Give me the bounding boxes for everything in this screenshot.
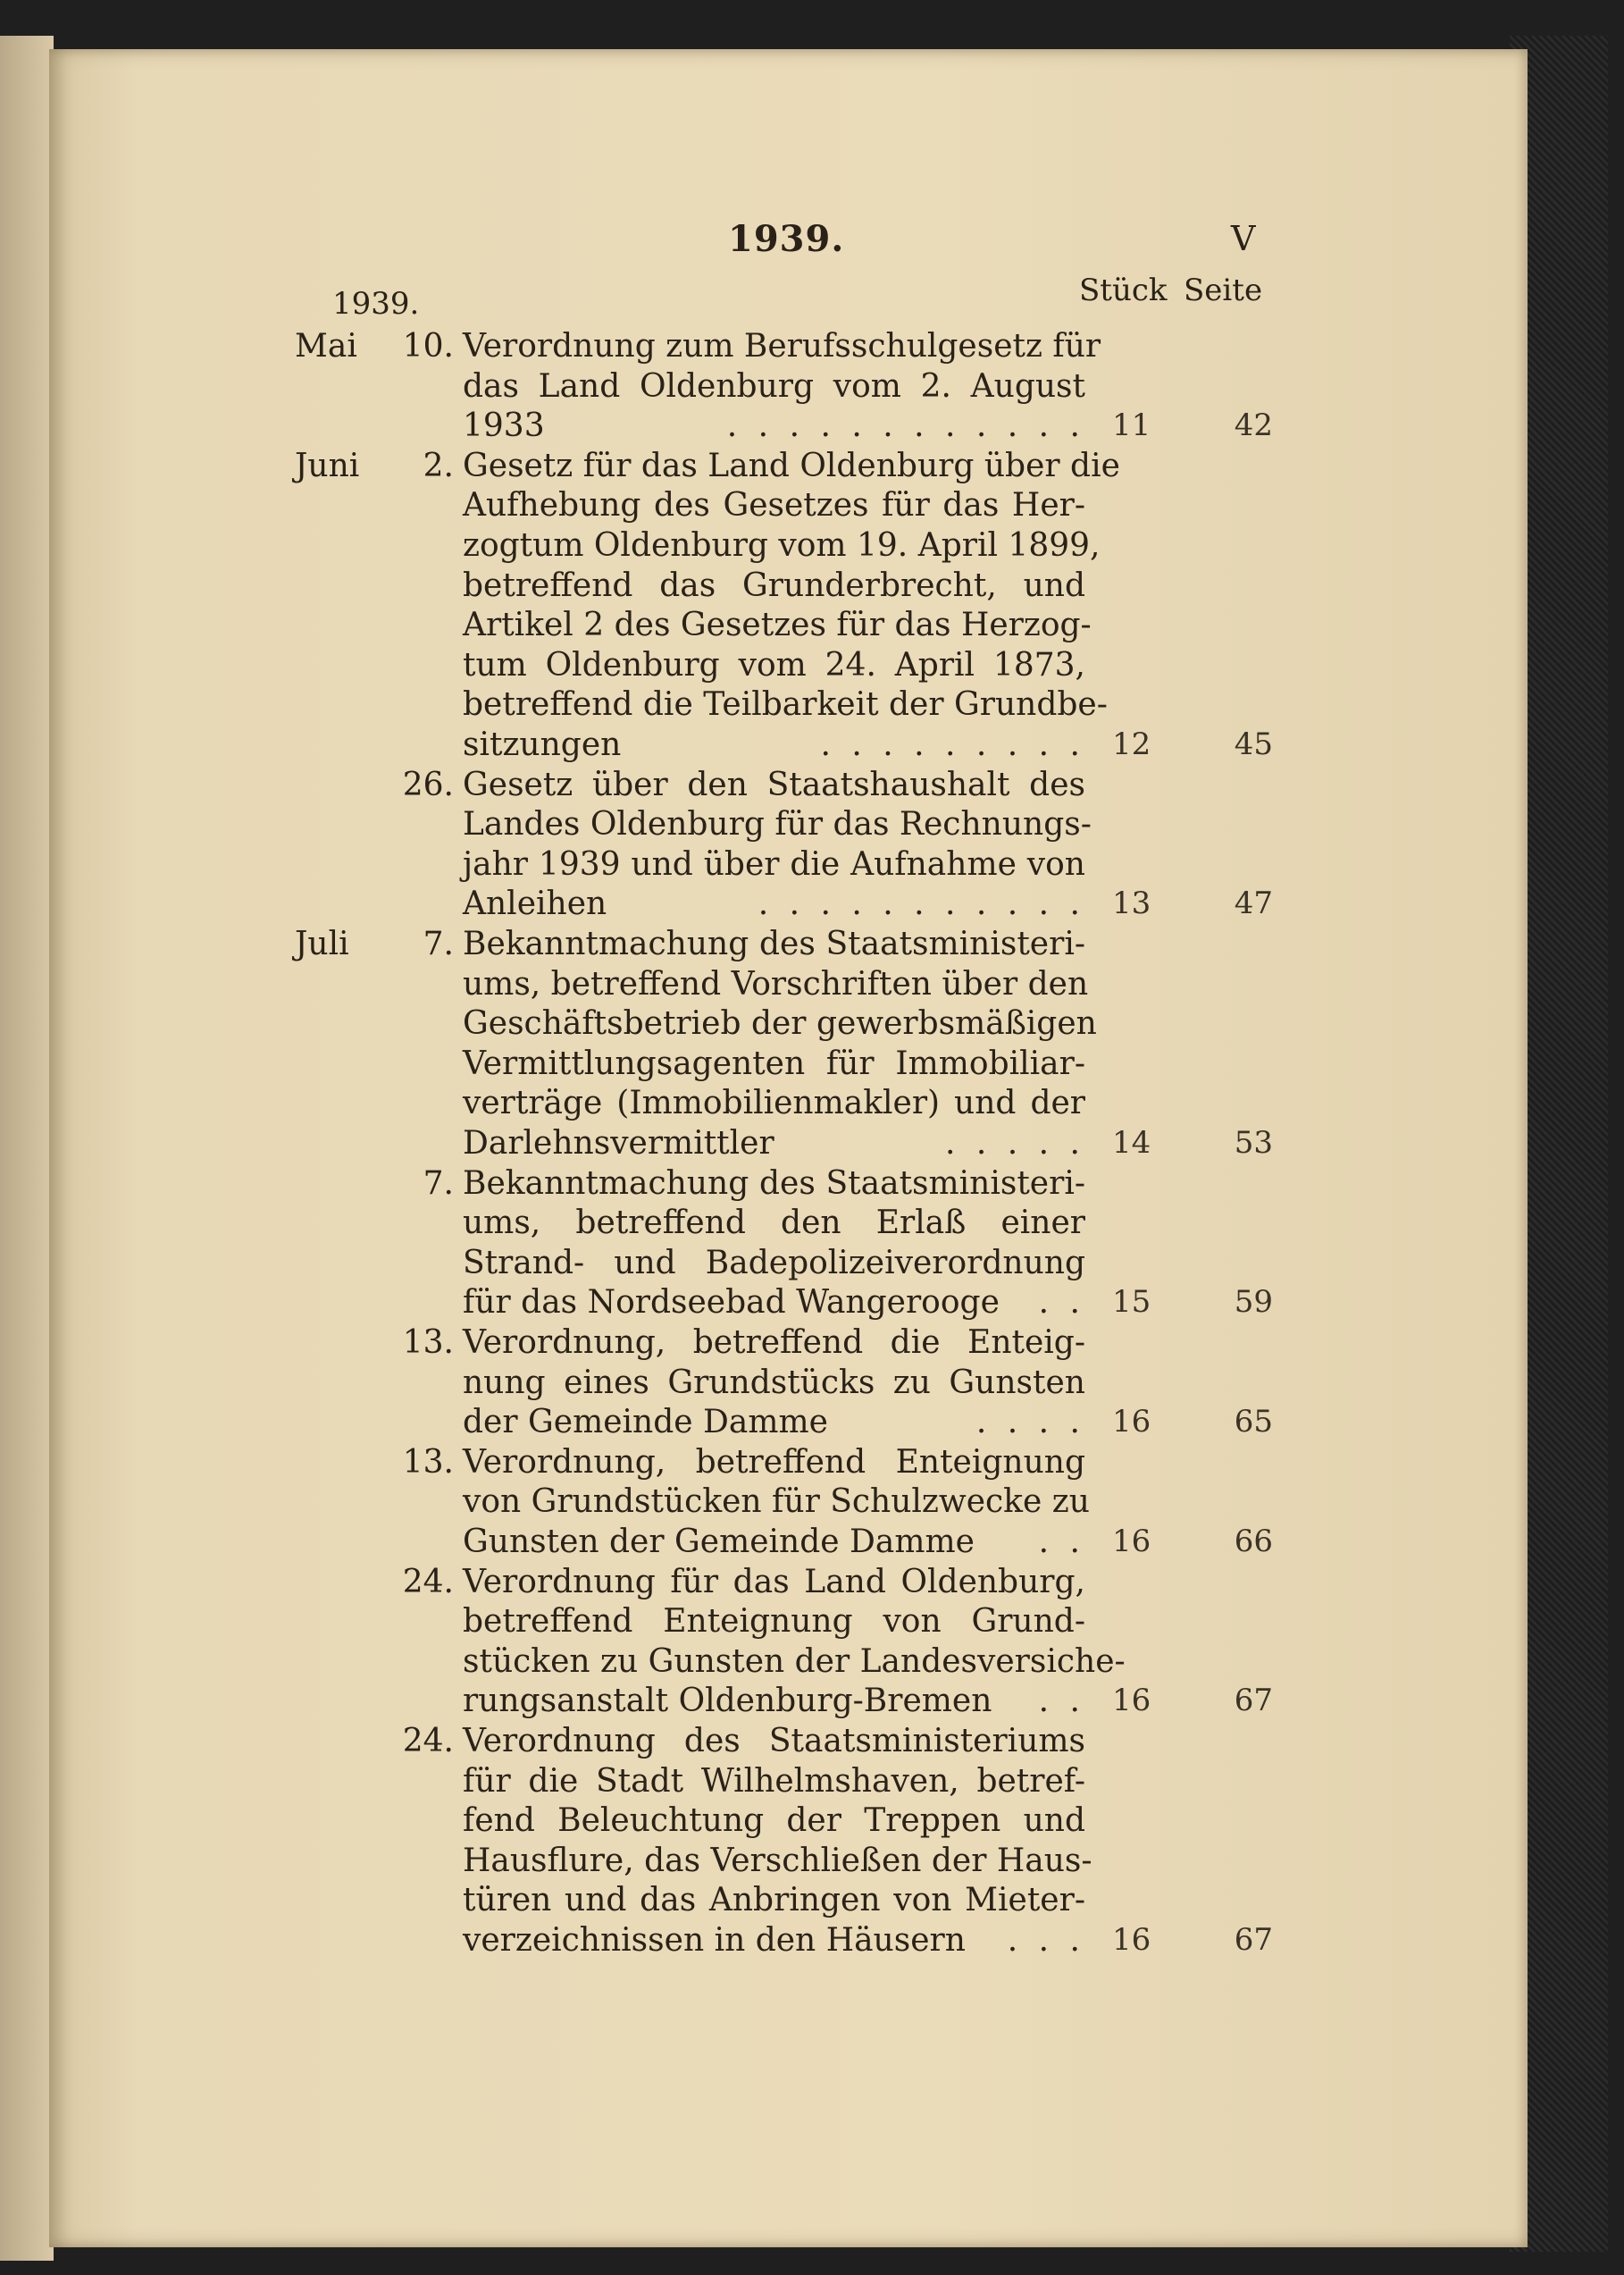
entry-day: 7. [423, 1164, 454, 1202]
entry-text: Verordnung, betreffend die Enteig- [463, 1324, 1085, 1361]
entry-text-line [463, 1802, 1085, 1840]
column-header-seite: Seite [1184, 273, 1263, 308]
entry-stueck: 16 [1112, 1524, 1151, 1559]
entry-text-line [463, 845, 1085, 883]
entry-text-line [463, 1244, 1085, 1281]
entry-text: Verordnung, betreffend Enteignung [463, 1443, 1085, 1481]
entry-text: für die Stadt Wilhelmshaven, betref- [463, 1762, 1085, 1800]
entry-text: Landes Oldenburg für das Rechnungs- [463, 806, 1092, 844]
entry-text: Bekanntmachung des Staatsministeri- [463, 926, 1085, 962]
column-header-year: 1939. [332, 286, 420, 322]
entry-day: 24. [402, 1563, 454, 1600]
entry-seite: 65 [1234, 1404, 1273, 1440]
entry-text-line [463, 1164, 1085, 1202]
entry-text-line [463, 1603, 1085, 1641]
entry-text: Vermittlungsagenten für Immobiliar- [463, 1045, 1085, 1082]
entry-seite: 42 [1234, 407, 1273, 444]
entry-text-line [463, 766, 1085, 803]
entry-text: Bekanntmachung des Staatsministeri- [463, 1164, 1085, 1202]
column-header-stueck: Stück [1079, 273, 1168, 308]
entry-month: Mai [295, 328, 357, 365]
entry-text: Gesetz für das Land Oldenburg über die [463, 447, 1120, 484]
entry-text: Gesetz über den Staatshaushalt des [463, 766, 1085, 803]
entry-text-line [463, 1406, 1085, 1439]
leader-dots: . . . . [975, 1404, 1085, 1441]
entry-day: 26. [402, 766, 454, 803]
leader-dots: . . [1038, 1683, 1085, 1720]
entry-text: stücken zu Gunsten der Landesversiche- [463, 1642, 1126, 1680]
entry-text-line [463, 1483, 1090, 1521]
entry-stueck: 16 [1112, 1683, 1151, 1719]
entry-seite: 67 [1234, 1922, 1273, 1958]
entry-text-line [463, 965, 1089, 1003]
entry-stueck: 11 [1112, 407, 1151, 444]
entry-text-line [463, 1762, 1085, 1800]
entry-text: ums, betreffend Vorschriften über den [463, 965, 1089, 1003]
entry-text-line [463, 1842, 1092, 1879]
entry-text: der Gemeinde Damme [463, 1404, 828, 1441]
entry-text: Hausflure, das Verschließen der Haus- [463, 1842, 1092, 1879]
entry-stueck: 16 [1112, 1922, 1151, 1958]
entry-text-line [463, 1205, 1085, 1242]
entry-text: betreffend die Teilbarkeit der Grundbe- [463, 686, 1108, 724]
entry-stueck: 16 [1112, 1404, 1151, 1440]
entry-text-line [463, 567, 1085, 604]
entry-text-line [463, 1563, 1085, 1600]
entry-text: betreffend das Grunderbrecht, und [463, 567, 1085, 604]
entry-text-line [463, 646, 1085, 684]
entry-text: tum Oldenburg vom 24. April 1873, [463, 646, 1085, 684]
entry-text-line [463, 1725, 1085, 1758]
entry-text: von Grundstücken für Schulzwecke zu [463, 1483, 1090, 1521]
entry-text-line [463, 686, 1108, 724]
leader-dots: . . . . . . . . . . . . [726, 407, 1085, 445]
entry-text: für das Nordseebad Wangerooge [463, 1284, 1000, 1322]
entry-text-line [463, 1526, 1085, 1558]
entry-text: Verordnung des Staatsministeriums [463, 1723, 1085, 1759]
entry-text-line [463, 1683, 1085, 1720]
entry-day: 24. [402, 1723, 454, 1759]
entry-seite: 59 [1234, 1284, 1273, 1321]
entry-text-line [463, 1364, 1085, 1401]
entry-stueck: 14 [1112, 1125, 1151, 1161]
entry-text-line [463, 1922, 1085, 1959]
entry-text-line [463, 487, 1085, 525]
entry-stueck: 15 [1112, 1284, 1151, 1321]
entry-text-line [463, 527, 1101, 564]
entry-day: 13. [402, 1443, 454, 1481]
entry-stueck: 12 [1112, 726, 1151, 762]
facing-page-edge [0, 36, 54, 2261]
entry-text-line [463, 726, 1085, 763]
entry-text: Aufhebung des Gesetzes für das Her- [463, 487, 1085, 525]
entry-month: Juli [295, 926, 349, 962]
entry-stueck: 13 [1112, 886, 1151, 922]
entry-text-line [463, 806, 1092, 844]
entry-text: türen und das Anbringen von Mieter- [463, 1882, 1085, 1919]
entry-text-line [463, 367, 1085, 405]
entry-text-line [463, 447, 1120, 484]
leader-dots: . . . [1007, 1922, 1085, 1959]
entry-text: Verordnung für das Land Oldenburg, [463, 1563, 1085, 1600]
entry-text-line [463, 1087, 1085, 1120]
entry-text: das Land Oldenburg vom 2. August [463, 367, 1085, 405]
entry-text-line [463, 1324, 1085, 1361]
leader-dots: . . . . . [945, 1125, 1085, 1162]
entry-text: Darlehnsvermittler [463, 1125, 774, 1162]
entry-text: Verordnung zum Berufsschulgesetz für [463, 328, 1101, 365]
entry-seite: 67 [1234, 1683, 1273, 1719]
entry-seite: 47 [1234, 886, 1273, 922]
leader-dots: . . . . . . . . . [820, 726, 1085, 763]
entry-text-line [463, 1882, 1085, 1919]
entry-text: ums, betreffend den Erlaß einer [463, 1205, 1085, 1242]
entry-day: 2. [423, 447, 454, 484]
entry-text-line [463, 607, 1092, 644]
entry-seite: 53 [1234, 1125, 1273, 1161]
leader-dots: . . [1038, 1524, 1085, 1560]
entry-text-line [463, 1045, 1085, 1082]
entry-text-line [463, 1284, 1085, 1322]
entry-month: Juni [295, 447, 360, 484]
entry-text-line [463, 886, 1085, 923]
page-number: V [1231, 219, 1256, 258]
entry-seite: 66 [1234, 1524, 1273, 1559]
entry-text: rungsanstalt Oldenburg-Bremen [463, 1683, 992, 1720]
entry-day: 13. [402, 1324, 454, 1361]
entry-text: fend Beleuchtung der Treppen und [463, 1802, 1085, 1840]
entry-text: betreffend Enteignung von Grund- [463, 1603, 1085, 1641]
entry-text-line [463, 1443, 1085, 1481]
entry-text: Geschäftsbetrieb der gewerbsmäßigen [463, 1005, 1097, 1043]
entry-text: 1933 [463, 407, 545, 445]
leader-dots: . . [1038, 1284, 1085, 1322]
page-header-year: 1939. [728, 218, 845, 260]
entry-text: Strand- und Badepolizeiverordnung [463, 1244, 1085, 1281]
entry-text: Anleihen [463, 886, 607, 923]
entry-text: verzeichnissen in den Häusern [463, 1922, 966, 1959]
entry-seite: 45 [1234, 726, 1273, 762]
entry-text: zogtum Oldenburg vom 19. April 1899, [463, 527, 1101, 564]
entry-day: 10. [402, 328, 454, 365]
entry-text: nung eines Grundstücks zu Gunsten [463, 1364, 1085, 1401]
entry-day: 7. [423, 926, 454, 962]
entry-text: Gunsten der Gemeinde Damme [463, 1524, 975, 1560]
entry-text-line [463, 1125, 1085, 1162]
entry-text-line [463, 407, 1085, 445]
entry-text-line [463, 928, 1085, 961]
entry-text-line [463, 1005, 1097, 1043]
entry-text-line [463, 328, 1101, 365]
entry-text: sitzungen [463, 726, 622, 763]
entry-text: Artikel 2 des Gesetzes für das Herzog- [463, 607, 1092, 644]
entry-text: verträge (Immobilienmakler) und der [463, 1085, 1085, 1122]
leader-dots: . . . . . . . . . . . [758, 886, 1085, 923]
entry-text: jahr 1939 und über die Aufnahme von [463, 845, 1085, 883]
entry-text-line [463, 1642, 1126, 1680]
